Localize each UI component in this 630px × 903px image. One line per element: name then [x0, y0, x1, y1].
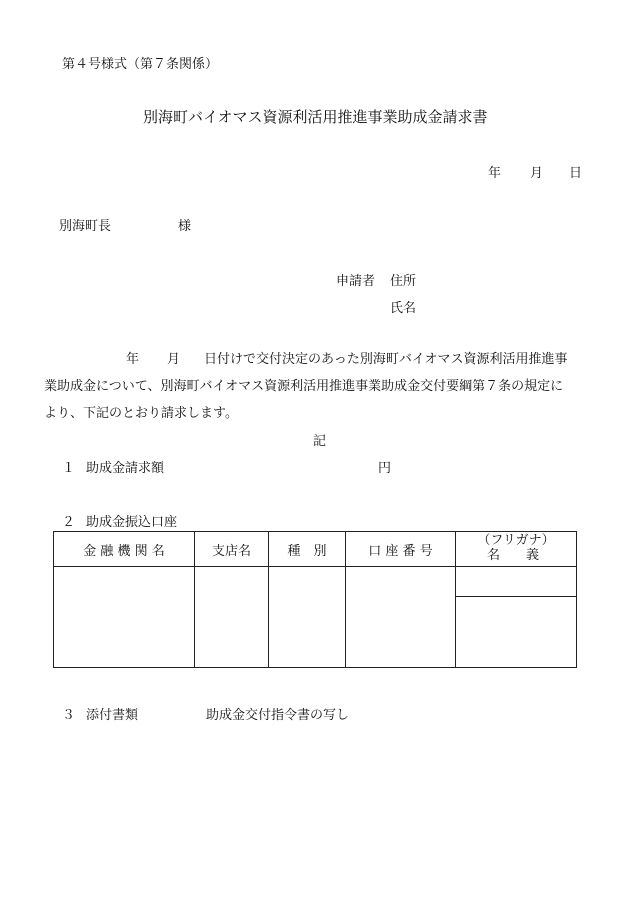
account-number-cell[interactable]	[346, 567, 456, 668]
branch-cell[interactable]	[195, 567, 269, 668]
item3-label: 添付書類	[86, 708, 139, 723]
date-day: 日	[569, 166, 583, 181]
body-year: 年	[126, 352, 140, 367]
type-cell[interactable]	[269, 567, 346, 668]
request-body-line1	[44, 346, 589, 373]
date-month: 月	[530, 166, 544, 181]
document-title: 別海町バイオマス資源利活用推進事業助成金請求書	[143, 108, 488, 126]
request-body-line3: より、下記のとおり請求します。	[44, 406, 238, 421]
addressee-honorific: 様	[178, 219, 192, 234]
header-holder	[456, 532, 577, 567]
bank-table-row-1	[54, 567, 577, 597]
request-body	[44, 346, 589, 427]
bank-table-header-row	[54, 532, 577, 567]
header-account-number: 口 座 番 号	[346, 532, 456, 567]
applicant-label: 申請者	[336, 274, 376, 289]
bank-account-table	[53, 531, 577, 668]
header-holder-name: 名義	[486, 548, 565, 563]
date-year: 年	[488, 166, 502, 181]
body-month: 月	[167, 352, 181, 367]
item2-number: ２	[62, 515, 76, 530]
form-number-label: 第４号様式（第７条関係）	[62, 57, 219, 72]
header-holder-kana: （フリガナ）	[477, 533, 555, 548]
applicant-address-label: 住所	[390, 274, 417, 289]
item3-value: 助成金交付指令書の写し	[206, 708, 350, 723]
header-branch: 支店名	[195, 532, 269, 567]
header-type: 種 別	[269, 532, 346, 567]
holder-name-cell[interactable]	[456, 597, 577, 668]
body-text-1: 日付けで交付決定のあった別海町バイオマス資源利活用推進事	[204, 352, 568, 367]
item1-label: 助成金請求額	[86, 461, 165, 476]
request-body-line2: 業助成金について、別海町バイオマス資源利活用推進事業助成金交付要綱第７条の規定に	[44, 379, 564, 394]
item2-label: 助成金振込口座	[86, 515, 178, 530]
header-institution: 金 融 機 関 名	[54, 532, 195, 567]
item3-number: ３	[62, 708, 76, 723]
addressee-label: 別海町長	[59, 219, 112, 234]
holder-kana-cell[interactable]	[456, 567, 577, 597]
applicant-name-label: 氏名	[390, 301, 417, 316]
institution-cell[interactable]	[54, 567, 195, 668]
ki-heading: 記	[313, 434, 327, 449]
item1-unit: 円	[378, 461, 392, 476]
item1-number: １	[62, 461, 76, 476]
